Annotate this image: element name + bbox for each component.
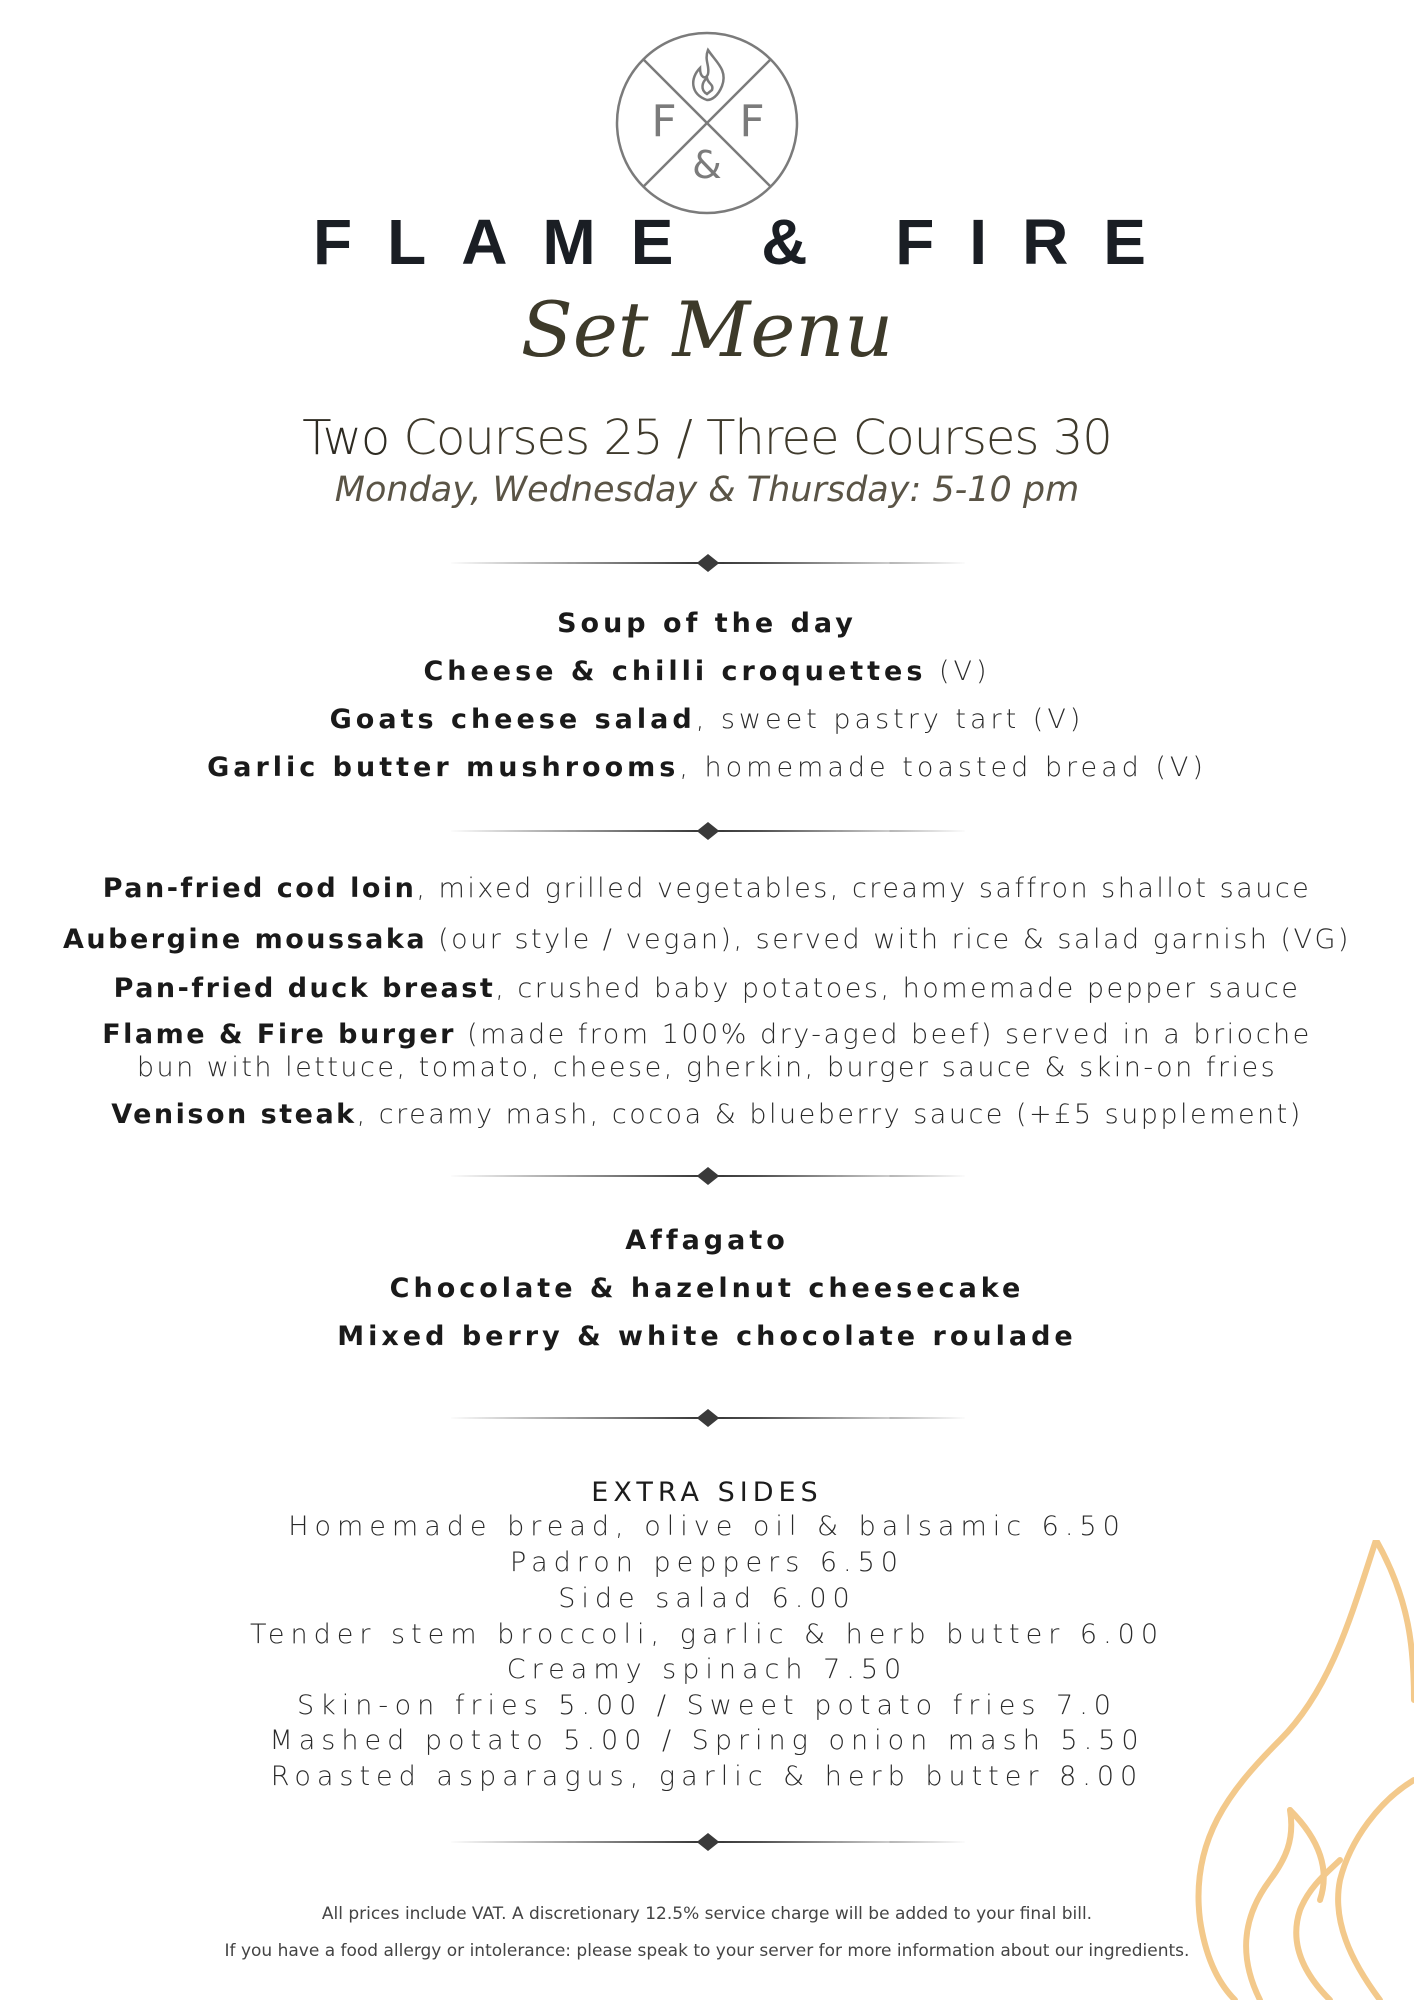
main-item bbox=[0, 926, 1414, 953]
dish-name: Goats cheese salad bbox=[329, 704, 696, 735]
dish-desc: , sweet pastry tart (V) bbox=[695, 704, 1085, 735]
section-divider bbox=[448, 553, 968, 573]
dish-desc: bun with lettuce, tomato, cheese, gherkin, burger sauce & skin-on fries bbox=[136, 1052, 1278, 1083]
dish-desc: (our style / vegan), served with rice & salad garnish (VG) bbox=[427, 924, 1351, 955]
dish-desc: , crushed baby potatoes, homemade pepper sauce bbox=[495, 973, 1301, 1004]
pricing-lead: Two bbox=[302, 410, 390, 466]
dish-desc: , mixed grilled vegetables, creamy saffron shallot sauce bbox=[416, 873, 1312, 904]
opening-hours: Monday, Wednesday & Thursday: 5-10 pm bbox=[334, 470, 1080, 510]
logo-ampersand: & bbox=[692, 143, 722, 187]
side-item: Tender stem broccoli, garlic & herb butter 6.00 bbox=[249, 1619, 1165, 1650]
section-divider bbox=[448, 1166, 968, 1186]
main-item bbox=[0, 1101, 1414, 1128]
footer-vat-note: All prices include VAT. A discretionary 12.5% service charge will be added to your final bill. bbox=[321, 1904, 1093, 1924]
side-item: Roasted asparagus, garlic & herb butter 8.00 bbox=[270, 1761, 1144, 1792]
logo-letter-right: F bbox=[739, 96, 765, 147]
starter-item bbox=[0, 754, 1414, 781]
main-item-continued bbox=[0, 1054, 1414, 1081]
side-item: Homemade bread, olive oil & balsamic 6.50 bbox=[288, 1511, 1126, 1542]
starter-item bbox=[0, 610, 1414, 637]
dish-name: Flame & Fire burger bbox=[102, 1019, 456, 1050]
dish-name: Soup of the day bbox=[557, 608, 857, 639]
dish-name: Mixed berry & white chocolate roulade bbox=[337, 1321, 1077, 1352]
section-divider bbox=[448, 1408, 968, 1428]
main-item bbox=[0, 875, 1414, 902]
dessert-item bbox=[0, 1323, 1414, 1350]
dish-name: Garlic butter mushrooms bbox=[207, 752, 680, 783]
dish-name: Aubergine moussaka bbox=[63, 924, 428, 955]
starter-item bbox=[0, 706, 1414, 733]
dish-desc: , creamy mash, cocoa & blueberry sauce (+£5 supplement) bbox=[356, 1099, 1303, 1130]
side-item: Padron peppers 6.50 bbox=[510, 1547, 904, 1578]
side-item: Mashed potato 5.00 / Spring onion mash 5.50 bbox=[269, 1725, 1145, 1756]
flame-icon bbox=[693, 50, 723, 100]
brand-name: FLAME & FIRE bbox=[313, 206, 1181, 278]
dish-name: Venison steak bbox=[111, 1099, 357, 1130]
logo-letter-left: F bbox=[651, 96, 677, 147]
sides-heading: EXTRA SIDES bbox=[591, 1477, 823, 1508]
dish-name: Pan-fried duck breast bbox=[113, 973, 496, 1004]
main-item bbox=[0, 975, 1414, 1002]
menu-title: Set Menu bbox=[520, 285, 894, 374]
dish-desc: (V) bbox=[926, 656, 991, 687]
main-item bbox=[0, 1021, 1414, 1048]
dessert-item bbox=[0, 1227, 1414, 1254]
side-item: Skin-on fries 5.00 / Sweet potato fries 7.0 bbox=[297, 1690, 1117, 1721]
dish-desc: (made from 100% dry-aged beef) served in a brioche bbox=[455, 1019, 1312, 1050]
brand-logo bbox=[612, 28, 802, 218]
side-item: Side salad 6.00 bbox=[558, 1583, 856, 1614]
section-divider bbox=[448, 1832, 968, 1852]
dish-name: Cheese & chilli croquettes bbox=[423, 656, 927, 687]
flame-outline-icon bbox=[1180, 1540, 1414, 2000]
starter-item bbox=[0, 658, 1414, 685]
dish-name: Chocolate & hazelnut cheesecake bbox=[389, 1273, 1025, 1304]
footer-allergy-note: If you have a food allergy or intolerance: please speak to your server for more information about our ingredients. bbox=[224, 1941, 1190, 1961]
dish-name: Pan-fried cod loin bbox=[102, 873, 417, 904]
dish-desc: , homemade toasted bread (V) bbox=[679, 752, 1207, 783]
section-divider bbox=[448, 821, 968, 841]
pricing-rest: Courses 25 / Three Courses 30 bbox=[389, 410, 1112, 466]
side-item: Creamy spinach 7.50 bbox=[506, 1654, 908, 1685]
dish-name: Affagato bbox=[625, 1225, 789, 1256]
dessert-item bbox=[0, 1275, 1414, 1302]
pricing-line bbox=[0, 410, 1414, 466]
